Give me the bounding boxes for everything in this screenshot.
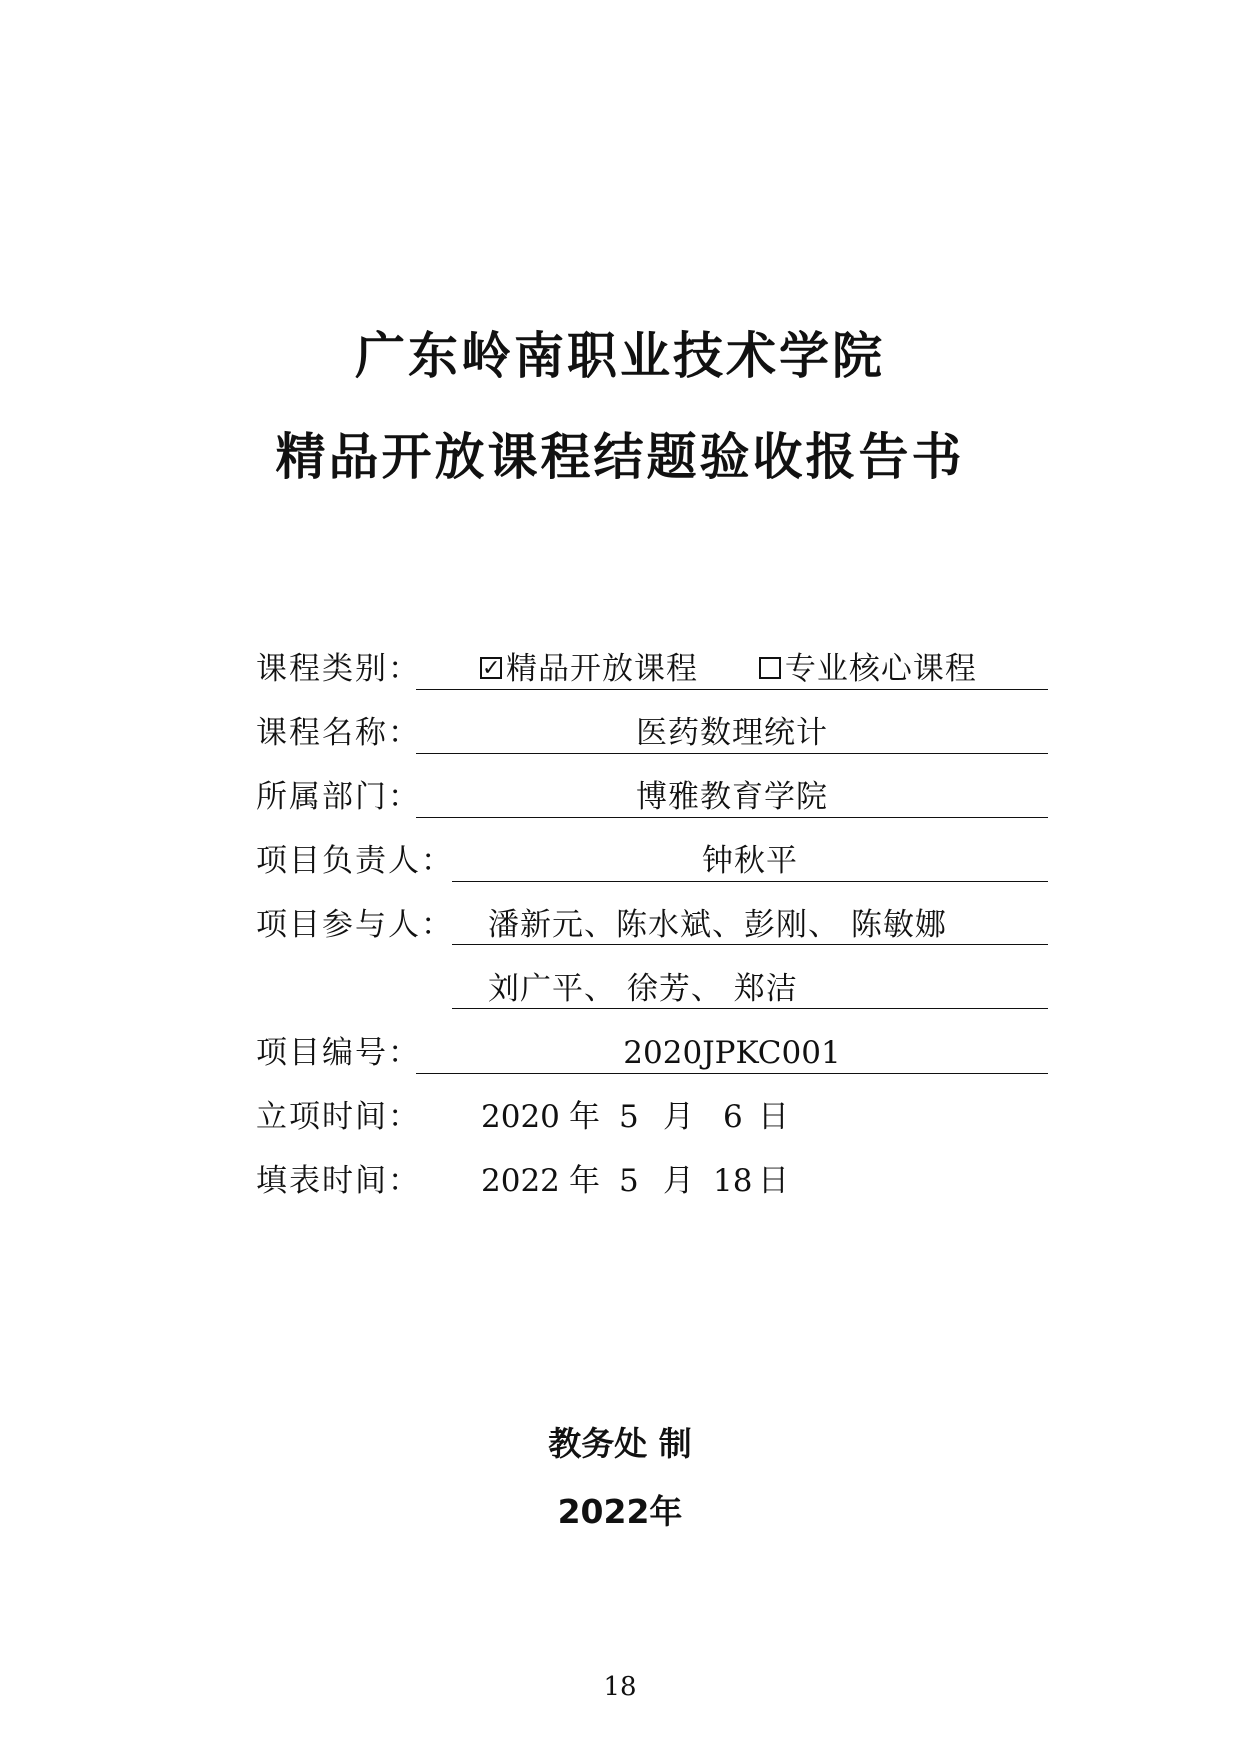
start-date-year: 2020 <box>481 1099 560 1135</box>
course-name-field[interactable]: 医药数理统计 <box>416 709 1048 754</box>
category-option-core-label: 专业核心课程 <box>784 651 977 687</box>
course-name-label: 课程名称： <box>256 715 421 751</box>
start-date-day-unit: 日 <box>758 1099 789 1135</box>
category-option-quality-label: 精品开放课程 <box>506 651 698 687</box>
start-date-day: 6 <box>723 1099 743 1135</box>
document-title-line2: 精品开放课程结题验收报告书 <box>275 428 965 486</box>
issuer-text: 教务处 制 <box>548 1424 692 1463</box>
fill-date-day-unit: 日 <box>758 1163 789 1199</box>
category-option-core-course[interactable] <box>759 645 977 693</box>
issue-year: 2022年 <box>557 1492 683 1531</box>
page-number: 18 <box>603 1672 637 1702</box>
project-participants-field-line1[interactable]: 潘新元、陈水斌、彭刚、 陈敏娜 <box>452 901 1048 945</box>
project-leader-label: 项目负责人： <box>256 843 454 879</box>
start-date-month: 5 <box>619 1099 639 1135</box>
course-category-field <box>416 645 1048 690</box>
fill-date-month-unit: 月 <box>663 1163 694 1199</box>
fill-date-row <box>256 1157 1048 1205</box>
project-participants-field-line2[interactable]: 刘广平、 徐芳、 郑洁 <box>452 965 1048 1009</box>
fill-date-year: 2022 <box>481 1163 560 1199</box>
document-title-line1: 广东岭南职业技术学院 <box>355 327 885 385</box>
project-number-label: 项目编号： <box>256 1035 421 1071</box>
project-leader-field[interactable]: 钟秋平 <box>452 837 1048 882</box>
unchecked-checkbox-icon[interactable] <box>759 657 781 679</box>
fill-date-month: 5 <box>619 1163 639 1199</box>
start-date-label: 立项时间： <box>256 1099 421 1135</box>
category-option-quality-course[interactable] <box>480 645 698 693</box>
fill-date-day: 18 <box>713 1163 753 1199</box>
start-date-month-unit: 月 <box>663 1099 694 1135</box>
department-label: 所属部门： <box>256 779 421 815</box>
department-field[interactable]: 博雅教育学院 <box>416 773 1048 818</box>
project-participants-label: 项目参与人： <box>256 907 454 943</box>
fill-date-label: 填表时间： <box>256 1163 421 1199</box>
start-date-row <box>256 1093 1048 1141</box>
project-number-field[interactable]: 2020JPKC001 <box>416 1029 1048 1074</box>
course-category-label: 课程类别： <box>256 651 421 687</box>
fill-date-year-unit: 年 <box>569 1163 600 1199</box>
start-date-year-unit: 年 <box>569 1099 600 1135</box>
checked-checkbox-icon[interactable]: ✓ <box>482 655 502 681</box>
